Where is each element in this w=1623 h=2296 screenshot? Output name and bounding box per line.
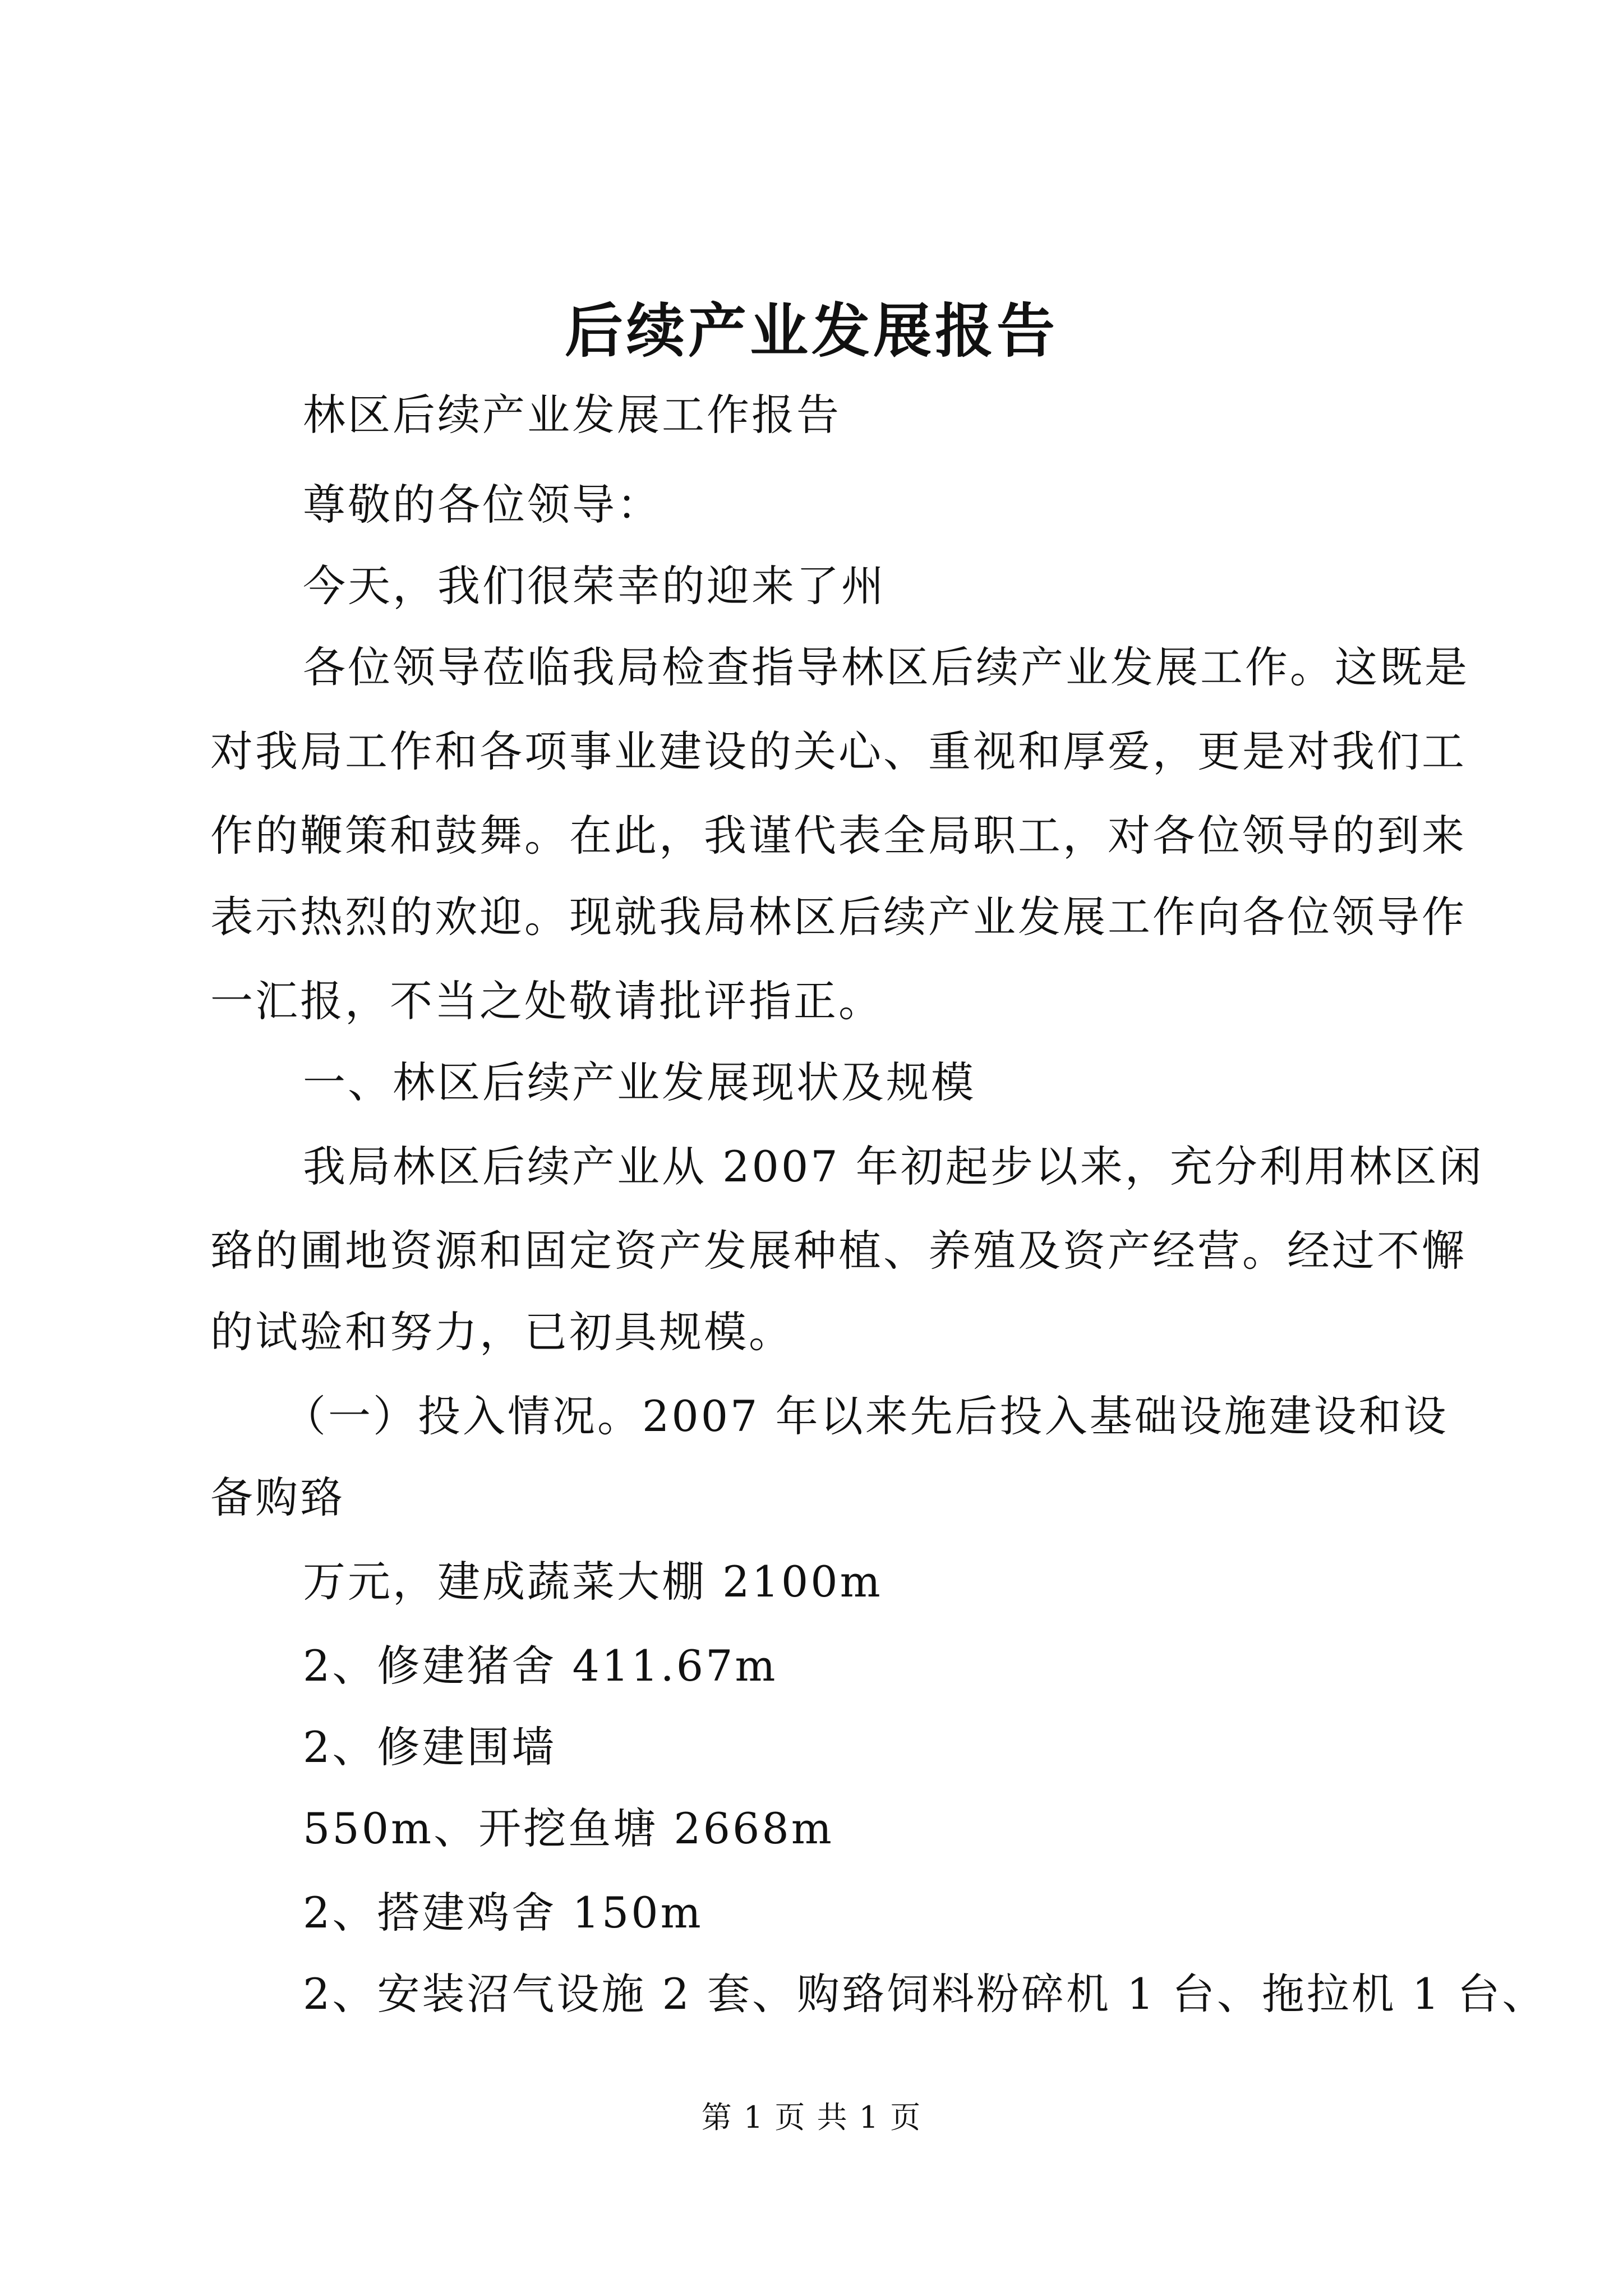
paragraph-line: 2、搭建鸡舍 150m (303, 1888, 703, 1938)
page-footer: 第 1 页 共 1 页 (701, 2100, 922, 2135)
section-heading: 一、林区后续产业发展现状及规模 (303, 1057, 976, 1107)
paragraph-line: 2、修建猪舍 411.67m (303, 1641, 778, 1691)
paragraph-line: 我局林区后续产业从 2007 年初起步以来，充分利用林区闲 (303, 1142, 1484, 1191)
salutation-line: 尊敬的各位领导： (303, 480, 662, 530)
paragraph-line: 各位领导莅临我局检查指导林区后续产业发展工作。这既是 (303, 642, 1469, 692)
paragraph-line: 备购臵 (210, 1473, 345, 1522)
paragraph-line: 万元，建成蔬菜大棚 2100m (303, 1557, 883, 1607)
subtitle-line: 林区后续产业发展工作报告 (303, 390, 841, 440)
paragraph-line: 550m、开挖鱼塘 2668m (303, 1803, 834, 1853)
paragraph-line: （一）投入情况。2007 年以来先后投入基础设施建设和设 (283, 1391, 1449, 1441)
paragraph-line: 今天，我们很荣幸的迎来了州 (303, 561, 886, 611)
paragraph-line: 2、修建围墙 (303, 1722, 557, 1772)
paragraph-line: 作的鞭策和鼓舞。在此，我谨代表全局职工，对各位领导的到来 (210, 811, 1467, 861)
paragraph-line: 对我局工作和各项事业建设的关心、重视和厚爱，更是对我们工 (210, 726, 1467, 776)
paragraph-line: 臵的圃地资源和固定资产发展种植、养殖及资产经营。经过不懈 (210, 1226, 1467, 1276)
paragraph-line: 2、安装沼气设施 2 套、购臵饲料粉碎机 1 台、拖拉机 1 台、 (303, 1969, 1547, 2019)
paragraph-line: 一汇报，不当之处敬请批评指正。 (210, 976, 883, 1026)
paragraph-line: 表示热烈的欢迎。现就我局林区后续产业发展工作向各位领导作 (210, 892, 1467, 942)
paragraph-line: 的试验和努力，已初具规模。 (210, 1307, 794, 1357)
document-title: 后续产业发展报告 (564, 296, 1058, 365)
